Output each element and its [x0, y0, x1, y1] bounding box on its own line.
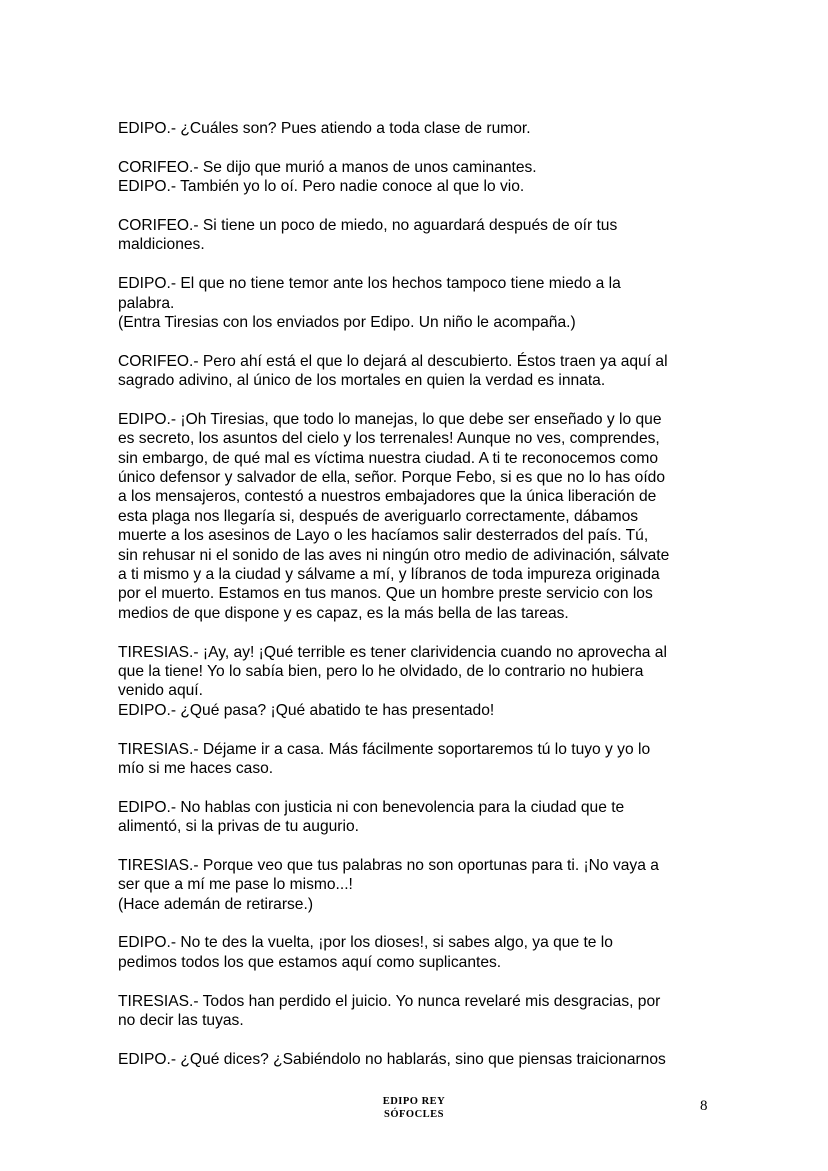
dialogue-paragraph — [118, 119, 718, 138]
text-line: muerte a los asesinos de Layo o les hacíamos salir desterrados del país. Tú, — [118, 527, 649, 545]
paragraph-gap — [118, 623, 718, 642]
text-line: venido aquí. — [118, 682, 203, 700]
text-line: EDIPO.- El que no tiene temor ante los hechos tampoco tiene miedo a la — [118, 275, 621, 293]
text-line: mío si me haces caso. — [118, 759, 274, 777]
dialogue-paragraph — [118, 798, 718, 837]
text-line: por el muerto. Estamos en tus manos. Que un hombre preste servicio con los — [118, 585, 653, 603]
dialogue-paragraph — [118, 992, 718, 1031]
text-line: CORIFEO.- Pero ahí está el que lo dejará al descubierto. Éstos traen ya aquí al — [118, 352, 668, 370]
document-body — [118, 119, 718, 1069]
text-line: EDIPO.- ¿Qué pasa? ¡Qué abatido te has presentado! — [118, 701, 495, 719]
dialogue-paragraph — [118, 1050, 718, 1069]
dialogue-paragraph — [118, 352, 718, 391]
paragraph-gap — [118, 914, 718, 933]
text-line: EDIPO.- También yo lo oí. Pero nadie conoce al que lo vio. — [118, 178, 525, 196]
paragraph-gap — [118, 836, 718, 855]
dialogue-paragraph — [118, 856, 718, 914]
dialogue-paragraph — [118, 643, 718, 721]
dialogue-paragraph — [118, 933, 718, 972]
text-line: medios de que dispone y es capaz, es la más bella de las tareas. — [118, 604, 569, 622]
text-line: no decir las tuyas. — [118, 1011, 244, 1029]
text-line: sin embargo, de qué mal es víctima nuestra ciudad. A ti te reconocemos como — [118, 449, 658, 467]
text-line: a ti mismo y a la ciudad y sálvame a mí, y líbranos de toda impureza originada — [118, 565, 660, 583]
text-line: EDIPO.- ¿Qué dices? ¿Sabiéndolo no hablarás, sino que piensas traicionarnos — [118, 1050, 666, 1068]
dialogue-paragraph — [118, 410, 718, 623]
text-line: maldiciones. — [118, 236, 205, 254]
text-line: pedimos todos los que estamos aquí como suplicantes. — [118, 953, 502, 971]
text-line: TIRESIAS.- Todos han perdido el juicio. Yo nunca revelaré mis desgracias, por — [118, 992, 661, 1010]
text-line: EDIPO.- ¡Oh Tiresias, que todo lo manejas, lo que debe ser enseñado y lo que — [118, 410, 662, 428]
text-line: sin rehusar ni el sonido de las aves ni ningún otro medio de adivinación, sálvate — [118, 546, 670, 564]
text-line: (Entra Tiresias con los enviados por Edipo. Un niño le acompaña.) — [118, 313, 576, 331]
text-line: EDIPO.- ¿Cuáles son? Pues atiendo a toda clase de rumor. — [118, 120, 531, 137]
text-line: único defensor y salvador de ella, señor. Porque Febo, si es que no lo has oído — [118, 469, 665, 487]
paragraph-gap — [118, 197, 718, 216]
page-number: 8 — [700, 1098, 708, 1114]
text-line: CORIFEO.- Se dijo que murió a manos de unos caminantes. — [118, 158, 537, 176]
text-line: esta plaga nos llegaría si, después de averiguarlo correctamente, dábamos — [118, 507, 639, 525]
paragraph-gap — [118, 390, 718, 409]
text-line: EDIPO.- No hablas con justicia ni con benevolencia para la ciudad que te — [118, 798, 625, 816]
footer-title: EDIPO REY — [382, 1096, 446, 1107]
text-line: TIRESIAS.- ¡Ay, ay! ¡Qué terrible es tener clarividencia cuando no aprovecha al — [118, 643, 667, 661]
text-line: alimentó, si la privas de tu augurio. — [118, 818, 359, 836]
text-line: TIRESIAS.- Déjame ir a casa. Más fácilmente soportaremos tú lo tuyo y yo lo — [118, 740, 651, 758]
paragraph-gap — [118, 255, 718, 274]
paragraph-gap — [118, 720, 718, 739]
text-line: (Hace ademán de retirarse.) — [118, 895, 314, 913]
paragraph-gap — [118, 778, 718, 797]
paragraph-gap — [118, 1030, 718, 1049]
paragraph-gap — [118, 138, 718, 157]
text-line: ser que a mí me pase lo mismo...! — [118, 876, 353, 894]
text-line: a los mensajeros, contestó a nuestros embajadores que la única liberación de — [118, 488, 657, 506]
text-line: sagrado adivino, al único de los mortales en quien la verdad es innata. — [118, 372, 606, 390]
text-line: EDIPO.- No te des la vuelta, ¡por los dioses!, si sabes algo, ya que te lo — [118, 934, 613, 952]
text-line: CORIFEO.- Si tiene un poco de miedo, no aguardará después de oír tus — [118, 216, 618, 234]
text-line: TIRESIAS.- Porque veo que tus palabras no son oportunas para ti. ¡No vaya a — [118, 856, 659, 874]
paragraph-gap — [118, 972, 718, 991]
footer-author: SÓFOCLES — [383, 1109, 445, 1120]
text-line: que la tiene! Yo lo sabía bien, pero lo he olvidado, de lo contrario no hubiera — [118, 662, 644, 680]
dialogue-paragraph — [118, 274, 718, 332]
dialogue-paragraph — [118, 740, 718, 779]
paragraph-gap — [118, 332, 718, 351]
text-line: palabra. — [118, 294, 175, 312]
dialogue-paragraph — [118, 216, 718, 255]
dialogue-paragraph — [118, 158, 718, 197]
text-line: es secreto, los asuntos del cielo y los terrenales! Aunque no ves, comprendes, — [118, 430, 660, 448]
